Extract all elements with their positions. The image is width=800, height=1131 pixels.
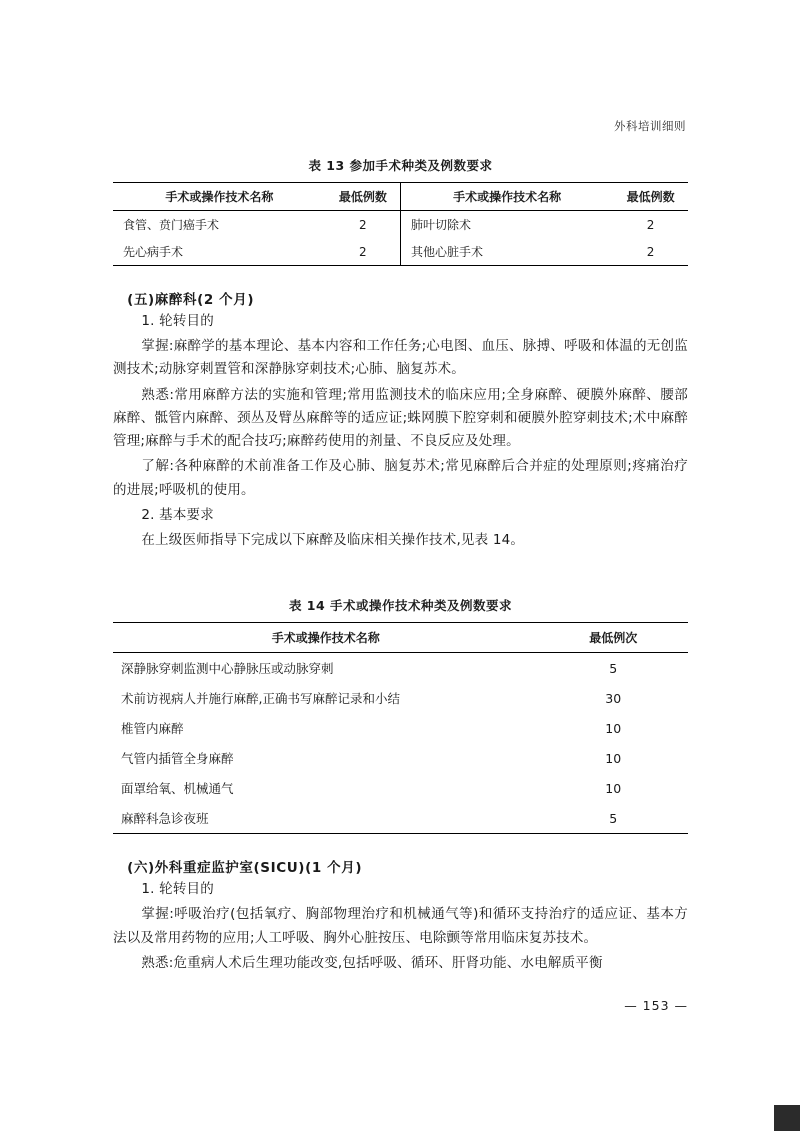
table-14-cell: 10: [605, 750, 622, 766]
running-head: 外科培训细则: [614, 119, 686, 133]
table-14-cell: 深静脉穿刺监测中心静脉压或动脉穿刺: [113, 653, 539, 684]
table-row: [113, 211, 688, 239]
section-6-heading: (六)外科重症监护室(SICU)(1 个月): [127, 860, 363, 877]
table-row-header: [113, 623, 688, 653]
table-14-header-cell: 最低例次: [539, 623, 689, 653]
table-13-cell: 2: [326, 211, 401, 239]
corner-mark: [774, 1105, 800, 1131]
section-5-paragraph-2: 熟悉:常用麻醉方法的实施和管理;常用监测技术的临床应用;全身麻醉、硬膜外麻醉、腰部麻醉、骶管内麻醉、颈丛及臂丛麻醉等的适应证;蛛网膜下腔穿刺和硬膜外腔穿刺技术;术中麻醉管理;麻醉与手术的配合技巧;麻醉药使用的剂量、不良反应及处理。: [113, 386, 688, 450]
table-13-cell: 2: [326, 238, 401, 266]
section-6-paragraph-2: 熟悉:危重病人术后生理功能改变,包括呼吸、循环、肝肾功能、水电解质平衡: [141, 954, 603, 971]
table-row: [113, 713, 688, 743]
section-6-subheading-1: 1. 轮转目的: [141, 881, 214, 898]
table-14-cell: 10: [605, 780, 622, 796]
table-13-cell: 其他心脏手术: [401, 238, 614, 266]
table-14-cell: 30: [605, 690, 622, 706]
table-row: [113, 803, 688, 834]
section-5-subheading-2: 2. 基本要求: [141, 506, 214, 523]
table-14: [113, 622, 688, 834]
table-13: [113, 182, 688, 266]
section-5-paragraph-1: 掌握:麻醉学的基本理论、基本内容和工作任务;心电图、血压、脉搏、呼吸和体温的无创监测技术;动脉穿刺置管和深静脉穿刺技术;心肺、脑复苏术。: [113, 338, 688, 378]
table-row: [113, 683, 688, 713]
table-13-cell: 2: [613, 238, 688, 266]
section-6-paragraph-1: 掌握:呼吸治疗(包括氧疗、胸部物理治疗和机械通气等)和循环支持治疗的适应证、基本方法以及常用药物的应用;人工呼吸、胸外心脏按压、电除颤等常用临床复苏技术。: [113, 906, 688, 946]
table-14-header-cell: 手术或操作技术名称: [113, 623, 539, 653]
table-13-header-cell: 手术或操作技术名称: [113, 183, 326, 211]
table-13-caption: 表 13 参加手术种类及例数要求: [308, 158, 493, 173]
table-13-header-cell: 手术或操作技术名称: [401, 183, 614, 211]
table-14-cell: 面罩给氧、机械通气: [121, 781, 234, 797]
table-13-header-cell: 最低例数: [326, 183, 401, 211]
table-14-caption: 表 14 手术或操作技术种类及例数要求: [288, 598, 513, 614]
table-row: [113, 238, 688, 266]
section-5-subheading-1: 1. 轮转目的: [141, 313, 214, 329]
table-14-cell: 5: [539, 653, 689, 684]
section-5-paragraph-4: 在上级医师指导下完成以下麻醉及临床相关操作技术,见表 14。: [141, 531, 525, 548]
table-14-cell: 10: [605, 720, 622, 736]
section-5-paragraph-3: 了解:各种麻醉的术前准备工作及心肺、脑复苏术;常见麻醉后合并症的处理原则;疼痛治疗的进展;呼吸机的使用。: [113, 458, 689, 498]
table-13-cell: 肺叶切除术: [401, 211, 614, 239]
table-13-cell: 先心病手术: [113, 238, 326, 266]
table-14-cell: 椎管内麻醉: [121, 721, 184, 737]
page-number: — 153 —: [624, 998, 688, 1013]
table-14-cell: 气管内插管全身麻醉: [121, 751, 234, 767]
table-13-cell: 食管、贲门癌手术: [113, 211, 326, 239]
table-row: [113, 773, 688, 803]
table-14-cell: 5: [539, 803, 689, 834]
table-row: [113, 653, 688, 684]
table-13-header-cell: 最低例数: [613, 183, 688, 211]
table-row: [113, 743, 688, 773]
table-14-cell: 术前访视病人并施行麻醉,正确书写麻醉记录和小结: [121, 691, 400, 707]
page-content: [113, 0, 688, 975]
table-row-header: [113, 183, 688, 211]
section-5-heading: (五)麻醉科(2 个月): [127, 292, 255, 308]
table-14-cell: 麻醉科急诊夜班: [113, 803, 539, 834]
table-13-cell: 2: [613, 211, 688, 239]
